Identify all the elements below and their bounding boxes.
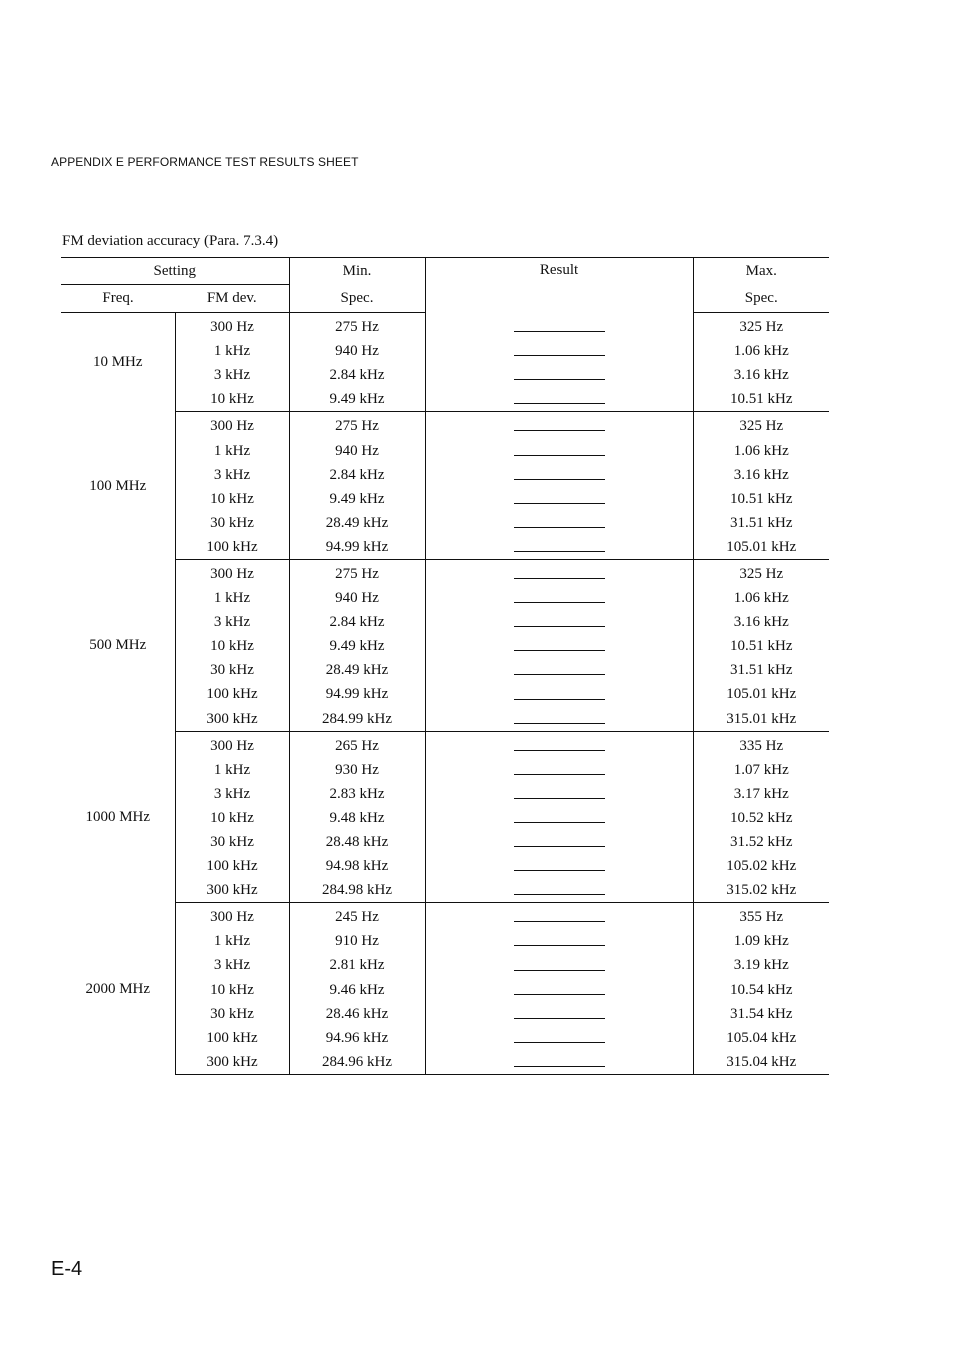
max-spec-cell: 31.51 kHz xyxy=(730,514,793,531)
fm-dev-cell: 3 kHz xyxy=(175,363,289,387)
table-row xyxy=(61,387,829,412)
max-spec-cell: 315.04 kHz xyxy=(693,1050,829,1075)
table-row xyxy=(61,1026,829,1050)
result-cell xyxy=(425,806,693,830)
fm-dev-cell: 100 kHz xyxy=(175,854,289,878)
result-entry-line[interactable] xyxy=(514,331,605,332)
result-entry-line[interactable] xyxy=(514,774,605,775)
table-row xyxy=(61,758,829,782)
min-spec-cell: 940 Hz xyxy=(289,438,425,462)
max-spec-header-line1: Max. xyxy=(693,258,829,285)
table-row xyxy=(61,610,829,634)
result-cell xyxy=(425,953,693,977)
min-spec-cell: 284.98 kHz xyxy=(289,878,425,903)
max-spec-cell: 105.02 kHz xyxy=(726,858,797,875)
result-entry-line[interactable] xyxy=(514,846,605,847)
min-spec-cell: 245 Hz xyxy=(289,903,425,930)
result-cell xyxy=(425,978,693,1002)
min-spec-cell: 2.81 kHz xyxy=(289,953,425,977)
result-cell xyxy=(425,463,693,487)
result-entry-line[interactable] xyxy=(514,921,605,922)
result-entry-line[interactable] xyxy=(514,379,605,380)
fm-dev-cell: 30 kHz xyxy=(175,1002,289,1026)
result-entry-line[interactable] xyxy=(514,602,605,603)
table-row xyxy=(61,953,829,977)
freq-cell: 100 MHz xyxy=(61,412,175,560)
table-row xyxy=(61,487,829,511)
max-spec-cell: 355 Hz xyxy=(739,909,784,926)
max-spec-cell: 325 Hz xyxy=(739,565,784,582)
min-spec-cell: 9.49 kHz xyxy=(289,387,425,412)
max-spec-cell: 325 Hz xyxy=(739,319,784,336)
result-entry-line[interactable] xyxy=(514,994,605,995)
fm-dev-cell: 300 Hz xyxy=(175,731,289,758)
table-row xyxy=(61,511,829,535)
min-spec-cell: 28.49 kHz xyxy=(289,658,425,682)
result-cell xyxy=(425,339,693,363)
max-spec-header-line2: Spec. xyxy=(693,285,829,313)
fm-dev-cell: 30 kHz xyxy=(175,511,289,535)
fm-dev-cell: 10 kHz xyxy=(175,978,289,1002)
result-cell xyxy=(425,387,693,412)
table-row xyxy=(61,903,829,930)
max-spec-cell: 1.06 kHz xyxy=(733,590,789,607)
result-cell xyxy=(425,363,693,387)
table-row xyxy=(61,1050,829,1075)
table-row xyxy=(61,854,829,878)
result-cell xyxy=(425,903,693,930)
max-spec-cell: 105.04 kHz xyxy=(726,1029,797,1046)
min-spec-cell: 94.96 kHz xyxy=(289,1026,425,1050)
min-spec-header-line1: Min. xyxy=(289,258,425,285)
result-cell xyxy=(425,731,693,758)
result-entry-line[interactable] xyxy=(514,870,605,871)
result-cell xyxy=(425,707,693,732)
fm-dev-cell: 1 kHz xyxy=(175,586,289,610)
min-spec-cell: 2.84 kHz xyxy=(289,610,425,634)
table-row xyxy=(61,339,829,363)
max-spec-cell: 315.02 kHz xyxy=(693,878,829,903)
min-spec-cell: 94.99 kHz xyxy=(289,535,425,560)
page-number: E-4 xyxy=(51,1258,83,1280)
fm-dev-cell: 300 Hz xyxy=(175,313,289,340)
result-cell xyxy=(425,658,693,682)
fm-dev-header: FM dev. xyxy=(175,285,289,313)
result-header: Result xyxy=(425,258,693,313)
result-entry-line[interactable] xyxy=(514,527,605,528)
max-spec-cell: 31.54 kHz xyxy=(730,1005,793,1022)
result-cell xyxy=(425,1026,693,1050)
table-row xyxy=(61,929,829,953)
max-spec-cell: 105.01 kHz xyxy=(693,535,829,560)
fm-dev-cell: 300 Hz xyxy=(175,412,289,439)
table-body xyxy=(61,313,829,1075)
fm-dev-cell: 3 kHz xyxy=(175,610,289,634)
max-spec-cell: 105.01 kHz xyxy=(726,686,797,703)
min-spec-cell: 930 Hz xyxy=(289,758,425,782)
table-row xyxy=(61,731,829,758)
result-cell xyxy=(425,854,693,878)
table-row xyxy=(61,682,829,706)
max-spec-cell: 325 Hz xyxy=(739,418,784,435)
max-spec-cell: 31.51 kHz xyxy=(730,662,793,679)
min-spec-cell: 940 Hz xyxy=(289,586,425,610)
min-spec-cell: 275 Hz xyxy=(289,559,425,586)
fm-deviation-table xyxy=(61,257,829,1075)
result-entry-line[interactable] xyxy=(514,1066,605,1067)
max-spec-cell: 10.52 kHz xyxy=(730,809,793,826)
fm-dev-cell: 100 kHz xyxy=(175,535,289,560)
table-row xyxy=(61,313,829,340)
result-entry-line[interactable] xyxy=(514,894,605,895)
fm-dev-cell: 3 kHz xyxy=(175,953,289,977)
result-cell xyxy=(425,878,693,903)
table-row xyxy=(61,782,829,806)
result-entry-line[interactable] xyxy=(514,970,605,971)
result-cell xyxy=(425,412,693,439)
result-cell xyxy=(425,511,693,535)
fm-dev-cell: 300 kHz xyxy=(175,1050,289,1075)
max-spec-cell: 335 Hz xyxy=(739,737,784,754)
setting-header: Setting xyxy=(61,258,289,285)
result-cell xyxy=(425,438,693,462)
table-row xyxy=(61,634,829,658)
fm-dev-cell: 1 kHz xyxy=(175,438,289,462)
result-cell xyxy=(425,782,693,806)
table-row xyxy=(61,830,829,854)
result-cell xyxy=(425,758,693,782)
result-entry-line[interactable] xyxy=(514,945,605,946)
min-spec-cell: 910 Hz xyxy=(289,929,425,953)
table-row xyxy=(61,363,829,387)
min-spec-cell: 2.83 kHz xyxy=(289,782,425,806)
result-entry-line[interactable] xyxy=(514,822,605,823)
fm-dev-cell: 100 kHz xyxy=(175,682,289,706)
result-entry-line[interactable] xyxy=(514,699,605,700)
min-spec-cell: 2.84 kHz xyxy=(289,363,425,387)
table-row xyxy=(61,1002,829,1026)
result-entry-line[interactable] xyxy=(514,626,605,627)
min-spec-cell: 9.48 kHz xyxy=(289,806,425,830)
table-caption: FM deviation accuracy (Para. 7.3.4) xyxy=(62,233,279,249)
fm-dev-cell: 1 kHz xyxy=(175,339,289,363)
table-row xyxy=(61,978,829,1002)
min-spec-cell: 940 Hz xyxy=(289,339,425,363)
max-spec-cell: 10.51 kHz xyxy=(693,387,829,412)
table-row xyxy=(61,438,829,462)
fm-dev-cell: 300 Hz xyxy=(175,559,289,586)
fm-dev-cell: 300 kHz xyxy=(175,707,289,732)
page-header: APPENDIX E PERFORMANCE TEST RESULTS SHEET xyxy=(51,155,359,169)
max-spec-cell: 10.51 kHz xyxy=(730,490,793,507)
result-entry-line[interactable] xyxy=(514,750,605,751)
table-row xyxy=(61,559,829,586)
fm-dev-cell: 10 kHz xyxy=(175,487,289,511)
result-entry-line[interactable] xyxy=(514,798,605,799)
min-spec-cell: 9.46 kHz xyxy=(289,978,425,1002)
table-row xyxy=(61,586,829,610)
max-spec-cell: 3.17 kHz xyxy=(733,785,789,802)
min-spec-cell: 94.98 kHz xyxy=(289,854,425,878)
result-entry-line[interactable] xyxy=(514,723,605,724)
fm-dev-cell: 30 kHz xyxy=(175,830,289,854)
max-spec-cell: 31.52 kHz xyxy=(730,834,793,851)
result-cell xyxy=(425,1050,693,1075)
result-cell xyxy=(425,634,693,658)
result-entry-line[interactable] xyxy=(514,1018,605,1019)
fm-dev-cell: 10 kHz xyxy=(175,634,289,658)
result-cell xyxy=(425,586,693,610)
freq-cell: 500 MHz xyxy=(61,559,175,731)
result-cell xyxy=(425,929,693,953)
min-spec-cell: 275 Hz xyxy=(289,313,425,340)
result-entry-line[interactable] xyxy=(514,403,605,404)
fm-dev-cell: 3 kHz xyxy=(175,463,289,487)
freq-cell: 1000 MHz xyxy=(61,731,175,903)
result-entry-line[interactable] xyxy=(514,650,605,651)
min-spec-cell: 28.48 kHz xyxy=(289,830,425,854)
min-spec-cell: 28.49 kHz xyxy=(289,511,425,535)
table-row xyxy=(61,707,829,732)
min-spec-cell: 2.84 kHz xyxy=(289,463,425,487)
table-row xyxy=(61,806,829,830)
max-spec-cell: 3.19 kHz xyxy=(733,957,789,974)
fm-dev-cell: 1 kHz xyxy=(175,758,289,782)
fm-dev-cell: 300 kHz xyxy=(175,878,289,903)
min-spec-cell: 284.96 kHz xyxy=(289,1050,425,1075)
max-spec-cell: 1.07 kHz xyxy=(733,761,789,778)
result-entry-line[interactable] xyxy=(514,479,605,480)
result-entry-line[interactable] xyxy=(514,674,605,675)
freq-header: Freq. xyxy=(61,285,175,313)
table-row xyxy=(61,878,829,903)
min-spec-cell: 275 Hz xyxy=(289,412,425,439)
result-cell xyxy=(425,830,693,854)
fm-dev-cell: 30 kHz xyxy=(175,658,289,682)
min-spec-cell: 94.99 kHz xyxy=(289,682,425,706)
fm-dev-cell: 1 kHz xyxy=(175,929,289,953)
result-entry-line[interactable] xyxy=(514,551,605,552)
result-cell xyxy=(425,535,693,560)
result-entry-line[interactable] xyxy=(514,503,605,504)
result-entry-line[interactable] xyxy=(514,578,605,579)
table-row xyxy=(61,535,829,560)
max-spec-cell: 3.16 kHz xyxy=(733,367,789,384)
fm-dev-cell: 10 kHz xyxy=(175,387,289,412)
freq-cell: 10 MHz xyxy=(61,313,175,412)
result-cell xyxy=(425,313,693,340)
result-cell xyxy=(425,682,693,706)
table-row xyxy=(61,463,829,487)
min-spec-cell: 28.46 kHz xyxy=(289,1002,425,1026)
table-row xyxy=(61,412,829,439)
result-entry-line[interactable] xyxy=(514,355,605,356)
result-cell xyxy=(425,487,693,511)
max-spec-cell: 1.06 kHz xyxy=(733,442,789,459)
result-cell xyxy=(425,610,693,634)
max-spec-cell: 3.16 kHz xyxy=(733,614,789,631)
fm-dev-cell: 10 kHz xyxy=(175,806,289,830)
max-spec-cell: 1.06 kHz xyxy=(733,343,789,360)
min-spec-cell: 9.49 kHz xyxy=(289,487,425,511)
min-spec-cell: 9.49 kHz xyxy=(289,634,425,658)
min-spec-header-line2: Spec. xyxy=(289,285,425,313)
freq-cell: 2000 MHz xyxy=(61,903,175,1075)
fm-dev-cell: 3 kHz xyxy=(175,782,289,806)
max-spec-cell: 3.16 kHz xyxy=(733,466,789,483)
max-spec-cell: 1.09 kHz xyxy=(733,933,789,950)
result-cell xyxy=(425,559,693,586)
min-spec-cell: 284.99 kHz xyxy=(289,707,425,732)
min-spec-cell: 265 Hz xyxy=(289,731,425,758)
max-spec-cell: 315.01 kHz xyxy=(693,707,829,732)
fm-dev-cell: 300 Hz xyxy=(175,903,289,930)
max-spec-cell: 10.51 kHz xyxy=(730,638,793,655)
table-row xyxy=(61,658,829,682)
fm-dev-cell: 100 kHz xyxy=(175,1026,289,1050)
result-cell xyxy=(425,1002,693,1026)
result-entry-line[interactable] xyxy=(514,1042,605,1043)
max-spec-cell: 10.54 kHz xyxy=(730,981,793,998)
result-entry-line[interactable] xyxy=(514,430,605,431)
result-entry-line[interactable] xyxy=(514,455,605,456)
